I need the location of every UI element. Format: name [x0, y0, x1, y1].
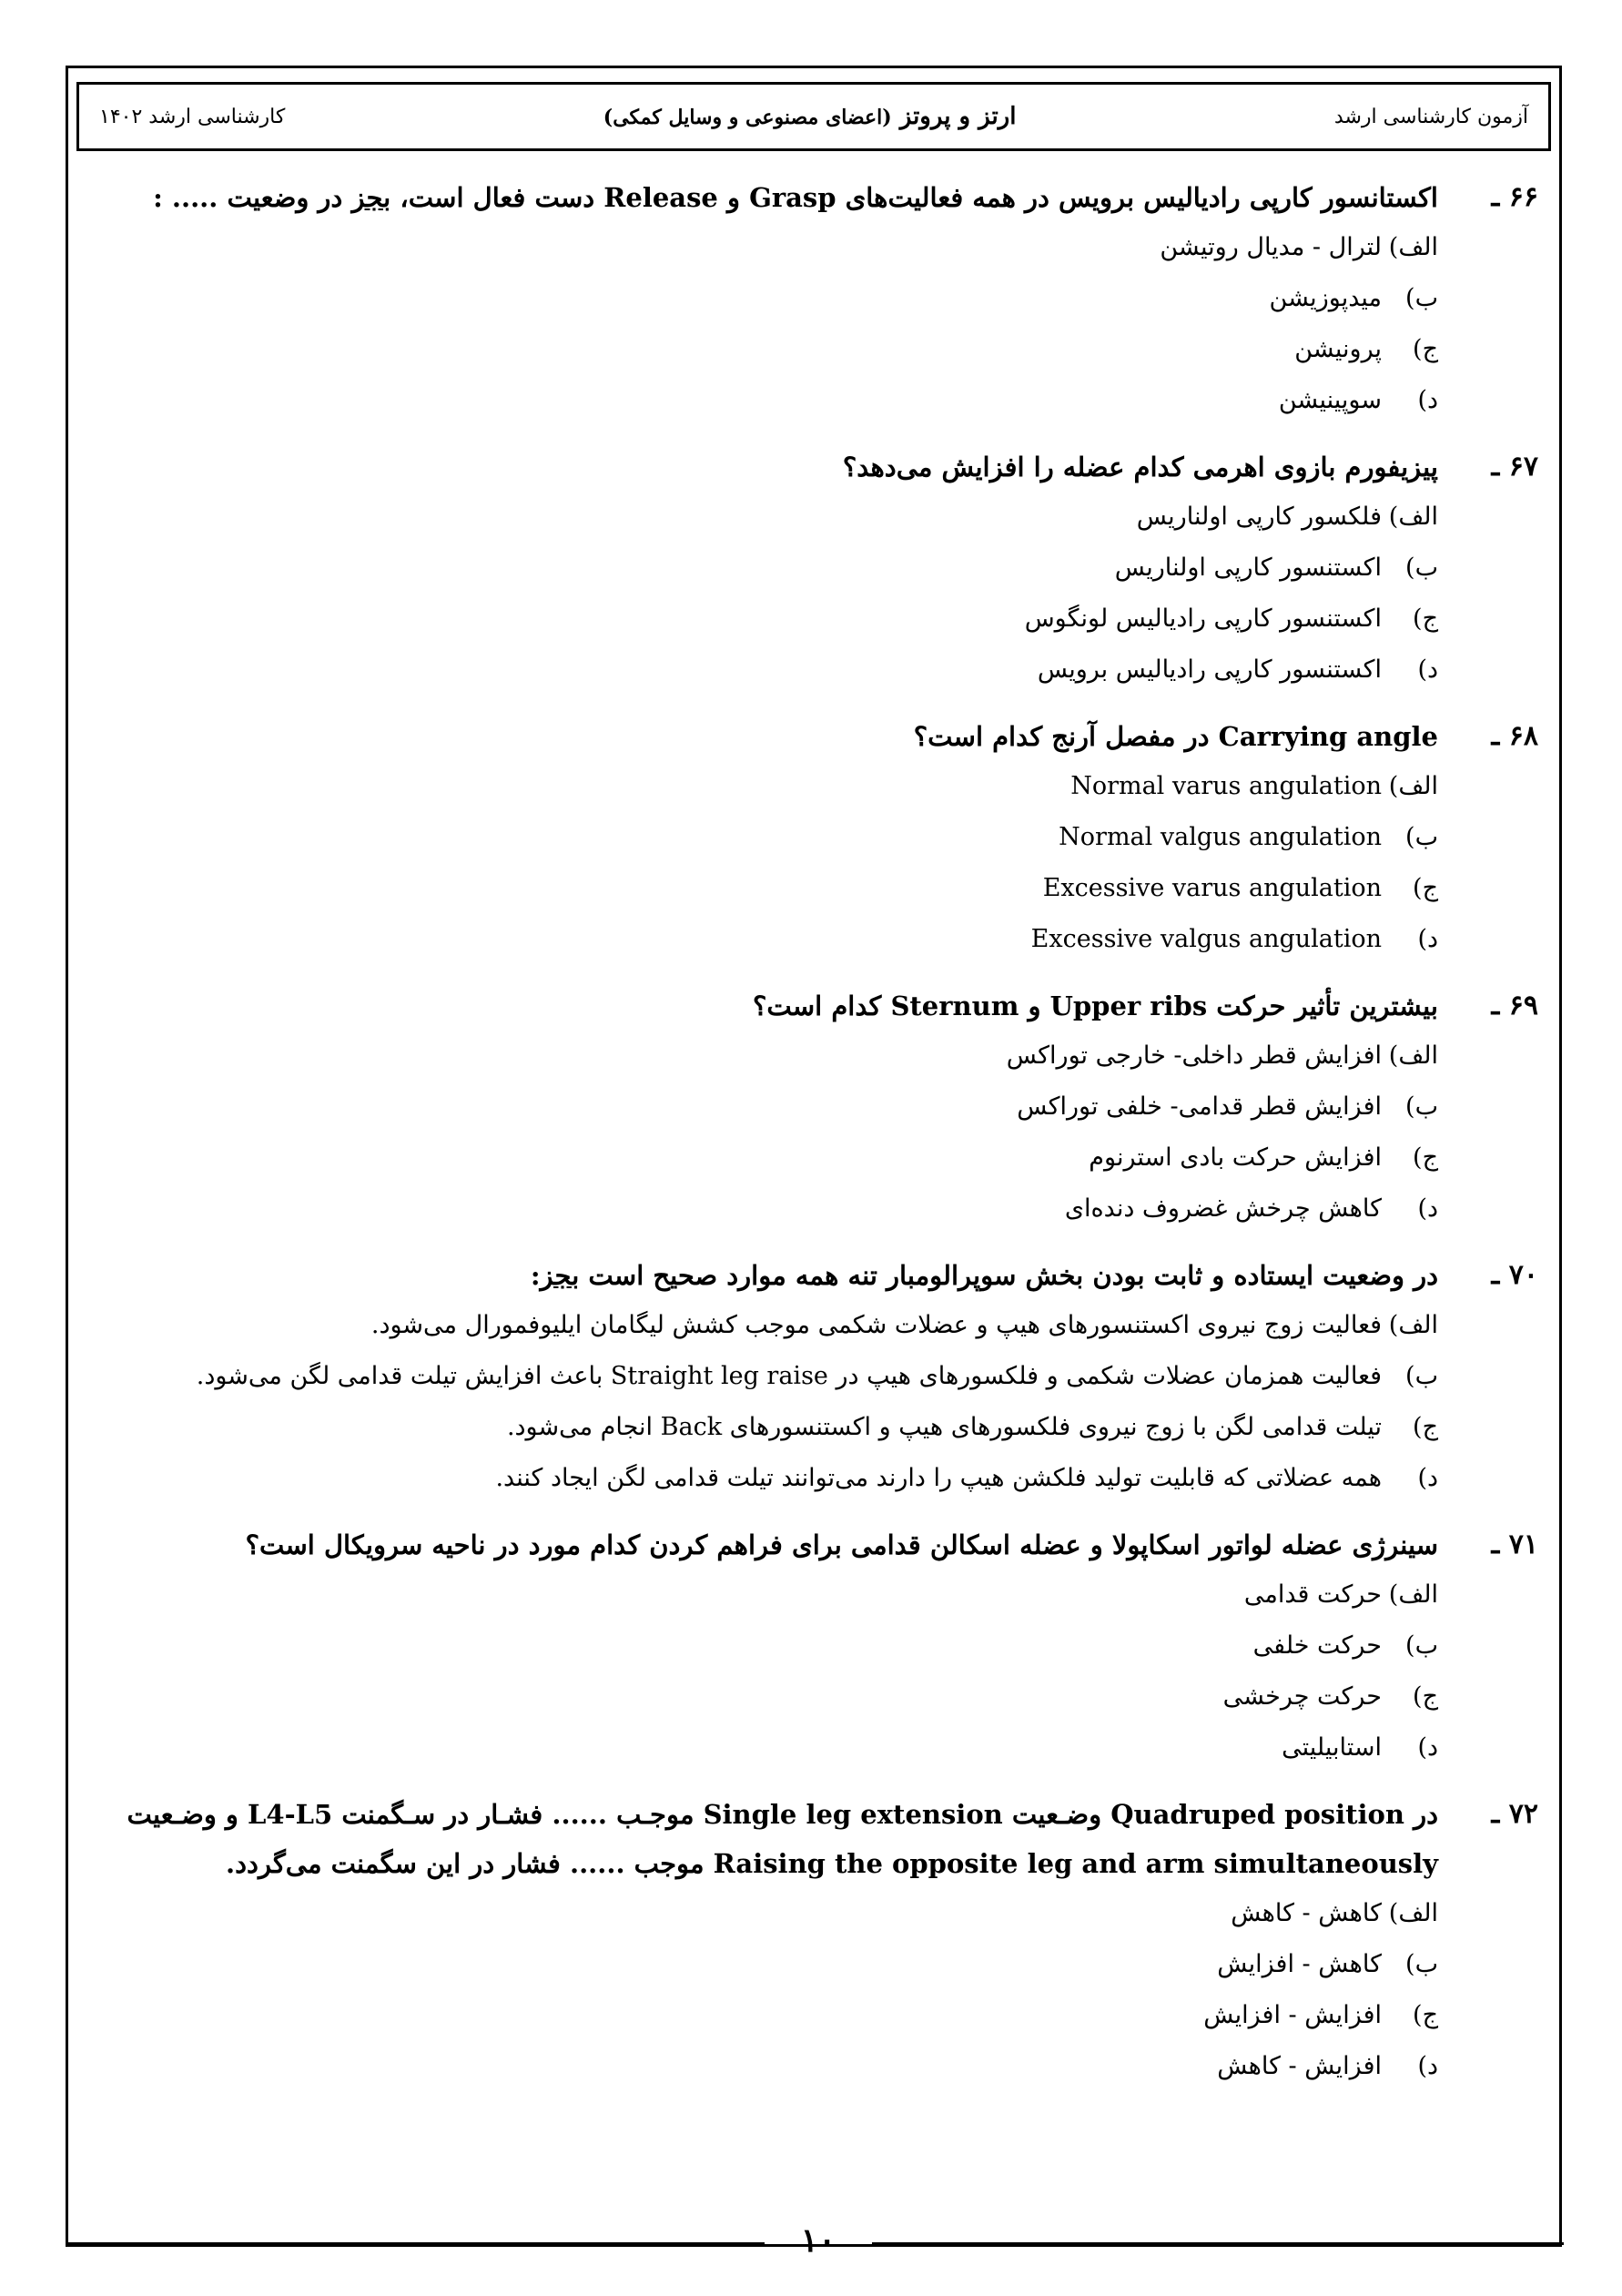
option-item — [89, 1722, 1438, 1773]
question-block — [89, 442, 1538, 696]
header-subject-main: ارتز و پروتز — [899, 103, 1017, 130]
option-text: اکستنسور کارپی اولناریس — [1114, 554, 1382, 582]
header-subject — [603, 103, 1017, 130]
question-text-part: : — [530, 1260, 541, 1291]
option-text: Normal valgus angulation — [1059, 823, 1382, 851]
options-list — [89, 1888, 1538, 2092]
option-text: Excessive valgus angulation — [1030, 925, 1382, 953]
question-block — [89, 1790, 1538, 2092]
option-label: ب) — [1405, 1631, 1438, 1660]
option-label: د) — [1417, 925, 1438, 953]
option-label: ب) — [1405, 1950, 1438, 1978]
question-block — [89, 712, 1538, 965]
option-text: کاهش چرخش غضروف دنده‌ای — [1064, 1194, 1382, 1223]
option-item — [89, 2041, 1438, 2092]
footer-divider-right — [872, 2242, 1564, 2245]
option-text: حرکت خلفی — [1252, 1631, 1382, 1660]
option-label: ب) — [1405, 823, 1438, 851]
question-block — [89, 1251, 1538, 1504]
question-number: ۷۰ ـ — [1491, 1259, 1538, 1291]
question-text-emphasis: بجز — [540, 1260, 580, 1291]
option-item — [89, 375, 1438, 426]
question-number: ۶۶ ـ — [1491, 181, 1538, 213]
option-label: ج) — [1413, 335, 1438, 363]
question-block — [89, 981, 1538, 1234]
option-text: اکستنسور کارپی رادیالیس برویس — [1037, 655, 1382, 684]
option-text: لترال - مدیال روتیشن — [1160, 233, 1382, 261]
option-label: ج) — [1413, 1143, 1438, 1172]
option-label: ج) — [1413, 1413, 1438, 1441]
footer-divider-left — [66, 2242, 765, 2245]
option-text: افزایش قطر داخلی- خارجی توراکس — [1006, 1041, 1382, 1070]
option-label: ج) — [1413, 2001, 1438, 2029]
question-text — [89, 981, 1538, 1031]
question-text — [89, 1251, 1538, 1300]
question-text-part: اکستانسور کارپی رادیالیس برویس در همه فعالیت‌های Grasp و Release دست فعال است، — [390, 182, 1438, 213]
question-block — [89, 173, 1538, 426]
option-text: Normal varus angulation — [1070, 772, 1382, 800]
question-text-part: در وضعیت ..... : — [153, 182, 352, 213]
option-text: حرکت قدامی — [1243, 1580, 1382, 1609]
question-number: ۶۹ ـ — [1491, 990, 1538, 1021]
option-item — [89, 543, 1438, 594]
question-text-part: Carrying angle در مفصل آرنج کدام است؟ — [913, 721, 1438, 752]
options-list — [89, 492, 1538, 696]
option-text: Excessive varus angulation — [1042, 874, 1382, 902]
option-label: الف) — [1388, 1311, 1438, 1339]
option-item — [89, 1082, 1438, 1133]
question-text-emphasis: بجز — [351, 182, 391, 213]
question-text — [89, 173, 1538, 222]
option-item — [89, 812, 1438, 863]
option-text: فلکسور کارپی اولناریس — [1136, 503, 1382, 531]
option-text: استابیلیتی — [1282, 1733, 1382, 1762]
options-list — [89, 1031, 1538, 1234]
option-label: ج) — [1413, 874, 1438, 902]
option-item — [89, 273, 1438, 324]
option-label: ب) — [1405, 1092, 1438, 1121]
option-item — [89, 1133, 1438, 1184]
option-item — [89, 1939, 1438, 1990]
option-label: ب) — [1405, 554, 1438, 582]
question-number: ۷۲ ـ — [1491, 1798, 1538, 1830]
option-label: ج) — [1413, 1682, 1438, 1711]
options-list — [89, 1570, 1538, 1773]
option-item — [89, 645, 1438, 696]
option-item — [89, 761, 1438, 812]
option-item — [89, 914, 1438, 965]
option-text: فعالیت همزمان عضلات شکمی و فلکسورهای هیپ در Straight leg raise باعث افزایش تیلت قدامی لگن می‌شود. — [196, 1362, 1382, 1390]
option-text: افزایش حرکت بادی استرنوم — [1089, 1143, 1382, 1172]
page-number: ۱۰ — [800, 2221, 836, 2260]
question-text-part: در Quadruped position وضـعیت Single leg extension موجـب ...... فشـار در سـگمنت L4-L5 و وضـعیت Raising the opposite leg and arm simultaneously موجب ...... فشار در این سگمنت می‌گردد. — [127, 1799, 1438, 1879]
option-text: افزایش - کاهش — [1217, 2052, 1382, 2080]
options-list — [89, 1300, 1538, 1504]
option-label: الف) — [1388, 1041, 1438, 1070]
option-label: ج) — [1413, 604, 1438, 633]
questions-list — [89, 173, 1538, 2108]
question-text — [89, 712, 1538, 761]
option-item — [89, 492, 1438, 543]
question-number: ۶۷ ـ — [1491, 451, 1538, 483]
option-item — [89, 1620, 1438, 1671]
option-item — [89, 222, 1438, 273]
options-list — [89, 761, 1538, 965]
question-block — [89, 1520, 1538, 1773]
option-label: د) — [1417, 1464, 1438, 1492]
header-subject-sub: (اعضای مصنوعی و وسایل کمکی) — [603, 106, 892, 129]
option-label: الف) — [1388, 1580, 1438, 1609]
option-label: الف) — [1388, 233, 1438, 261]
question-number: ۷۱ ـ — [1491, 1529, 1538, 1560]
option-item — [89, 1888, 1438, 1939]
option-text: پرونیشن — [1294, 335, 1382, 363]
option-label: د) — [1417, 2052, 1438, 2080]
option-item — [89, 324, 1438, 375]
option-text: افزایش قطر قدامی- خلفی توراکس — [1017, 1092, 1382, 1121]
question-text-part: سینرژی عضله لواتور اسکاپولا و عضله اسکالن قدامی برای فراهم کردن کدام مورد در ناحیه سرویکال است؟ — [245, 1529, 1438, 1560]
option-label: الف) — [1388, 772, 1438, 800]
option-item — [89, 1184, 1438, 1234]
option-label: د) — [1417, 1733, 1438, 1762]
option-item — [89, 1671, 1438, 1722]
question-text-part: بیشترین تأثیر حرکت Upper ribs و Sternum کدام است؟ — [753, 991, 1438, 1021]
option-text: میدپوزیشن — [1269, 284, 1382, 312]
option-label: ب) — [1405, 284, 1438, 312]
option-label: الف) — [1388, 1899, 1438, 1927]
header-exam-title: آزمون کارشناسی ارشد — [1333, 105, 1528, 128]
option-text: سوپینیشن — [1278, 386, 1382, 414]
option-label: د) — [1417, 655, 1438, 684]
options-list — [89, 222, 1538, 426]
option-item — [89, 1351, 1438, 1402]
option-item — [89, 1402, 1438, 1453]
option-text: کاهش - کاهش — [1231, 1899, 1382, 1927]
option-text: فعالیت زوج نیروی اکستنسورهای هیپ و عضلات شکمی موجب کشش لیگامان ایلیوفمورال می‌شود. — [370, 1311, 1382, 1339]
option-item — [89, 1990, 1438, 2041]
option-item — [89, 1570, 1438, 1620]
option-label: د) — [1417, 1194, 1438, 1223]
question-text-part: پیزیفورم بازوی اهرمی کدام عضله را افزایش می‌دهد؟ — [842, 452, 1438, 483]
question-text — [89, 1520, 1538, 1570]
header-exam-year: کارشناسی ارشد ۱۴۰۲ — [99, 105, 286, 128]
question-number: ۶۸ ـ — [1491, 720, 1538, 752]
option-item — [89, 594, 1438, 645]
option-text: حرکت چرخشی — [1222, 1682, 1382, 1711]
option-item — [89, 863, 1438, 914]
option-item — [89, 1300, 1438, 1351]
option-text: کاهش - افزایش — [1217, 1950, 1382, 1978]
option-text: تیلت قدامی لگن با زوج نیروی فلکسورهای هیپ و اکستنسورهای Back انجام می‌شود. — [506, 1413, 1382, 1441]
question-text-part: در وضعیت ایستاده و ثابت بودن بخش سوپرالومبار تنه همه موارد صحیح است — [579, 1260, 1438, 1291]
option-text: همه عضلاتی که قابلیت تولید فلکشن هیپ را دارند می‌توانند تیلت قدامی لگن ایجاد کنند. — [495, 1464, 1382, 1492]
option-label: الف) — [1388, 503, 1438, 531]
option-text: افزایش - افزایش — [1203, 2001, 1382, 2029]
option-text: اکستنسور کارپی رادیالیس لونگوس — [1024, 604, 1382, 633]
question-text — [89, 442, 1538, 492]
question-text — [89, 1790, 1538, 1888]
option-label: ب) — [1405, 1362, 1438, 1390]
exam-header — [76, 82, 1551, 151]
option-item — [89, 1453, 1438, 1504]
option-item — [89, 1031, 1438, 1082]
option-label: د) — [1417, 386, 1438, 414]
